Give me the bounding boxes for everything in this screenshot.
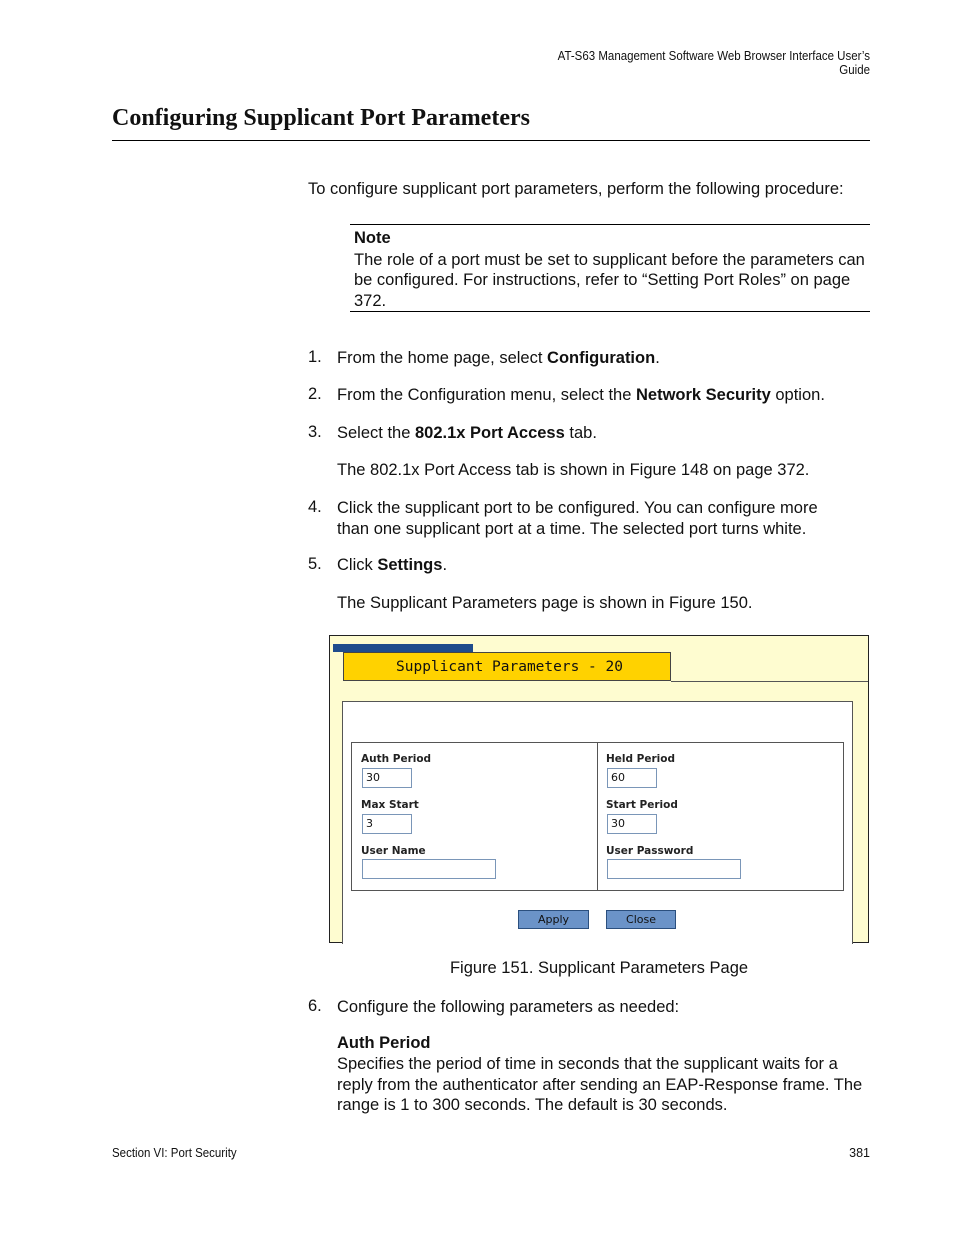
user-name-input[interactable] [362, 859, 496, 879]
held-period-input[interactable]: 60 [607, 768, 657, 788]
start-period-input[interactable]: 30 [607, 814, 657, 834]
step-number: 3. [308, 423, 322, 441]
intro-paragraph: To configure supplicant port parameters, perform the following procedure: [308, 180, 844, 198]
running-header: AT-S63 Management Software Web Browser Interface User’s Guide [557, 49, 870, 77]
parameter-title: Auth Period [337, 1034, 431, 1052]
step-number: 1. [308, 348, 322, 366]
start-period-label: Start Period [606, 799, 678, 811]
parameter-description: Specifies the period of time in seconds that the supplicant waits for a reply from the authenticator after sending an EAP-Response frame. The range is 1 to 300 seconds. The default is 30 seconds. [337, 1055, 863, 1114]
title-bar [333, 644, 473, 652]
auth-period-label: Auth Period [361, 753, 432, 765]
step-text: Click Settings. [337, 556, 448, 574]
close-button[interactable]: Close [606, 910, 676, 929]
step-number: 4. [308, 498, 322, 516]
user-password-input[interactable] [607, 859, 741, 879]
figure-caption: Figure 151. Supplicant Parameters Page [449, 959, 749, 977]
column-divider [597, 742, 598, 891]
note-body: The role of a port must be set to supplicant before the parameters can be configured. For instructions, refer to “Setting Port Roles” on page 372. [354, 251, 865, 310]
note-title: Note [354, 229, 391, 247]
title-rule [112, 140, 870, 141]
held-period-label: Held Period [606, 753, 676, 765]
supplicant-parameters-figure [329, 635, 869, 943]
max-start-input[interactable]: 3 [362, 814, 412, 834]
footer-section: Section VI: Port Security [112, 1146, 237, 1160]
auth-period-input[interactable]: 30 [362, 768, 412, 788]
step-text: From the Configuration menu, select the Network Security option. [337, 386, 825, 404]
page-number: 381 [849, 1146, 870, 1160]
max-start-label: Max Start [361, 799, 419, 811]
tab-supplicant-parameters[interactable]: Supplicant Parameters - 20 [343, 652, 671, 681]
note-box [350, 224, 870, 312]
step-number: 5. [308, 555, 322, 573]
step-text: Select the 802.1x Port Access tab. [337, 424, 597, 442]
tab-divider [671, 681, 868, 682]
user-password-label: User Password [606, 845, 694, 857]
user-name-label: User Name [361, 845, 426, 857]
step-number: 6. [308, 997, 322, 1015]
step-text: Click the supplicant port to be configured. You can configure more than one supplicant port at a time. The selected port turns white. [337, 499, 818, 538]
step-followup: The Supplicant Parameters page is shown in Figure 150. [337, 594, 753, 612]
step-number: 2. [308, 385, 322, 403]
step-followup: The 802.1x Port Access tab is shown in Figure 148 on page 372. [337, 461, 810, 479]
apply-button[interactable]: Apply [518, 910, 589, 929]
step-text: From the home page, select Configuration. [337, 349, 660, 367]
section-title: Configuring Supplicant Port Parameters [112, 105, 530, 131]
step-text: Configure the following parameters as needed: [337, 998, 680, 1016]
